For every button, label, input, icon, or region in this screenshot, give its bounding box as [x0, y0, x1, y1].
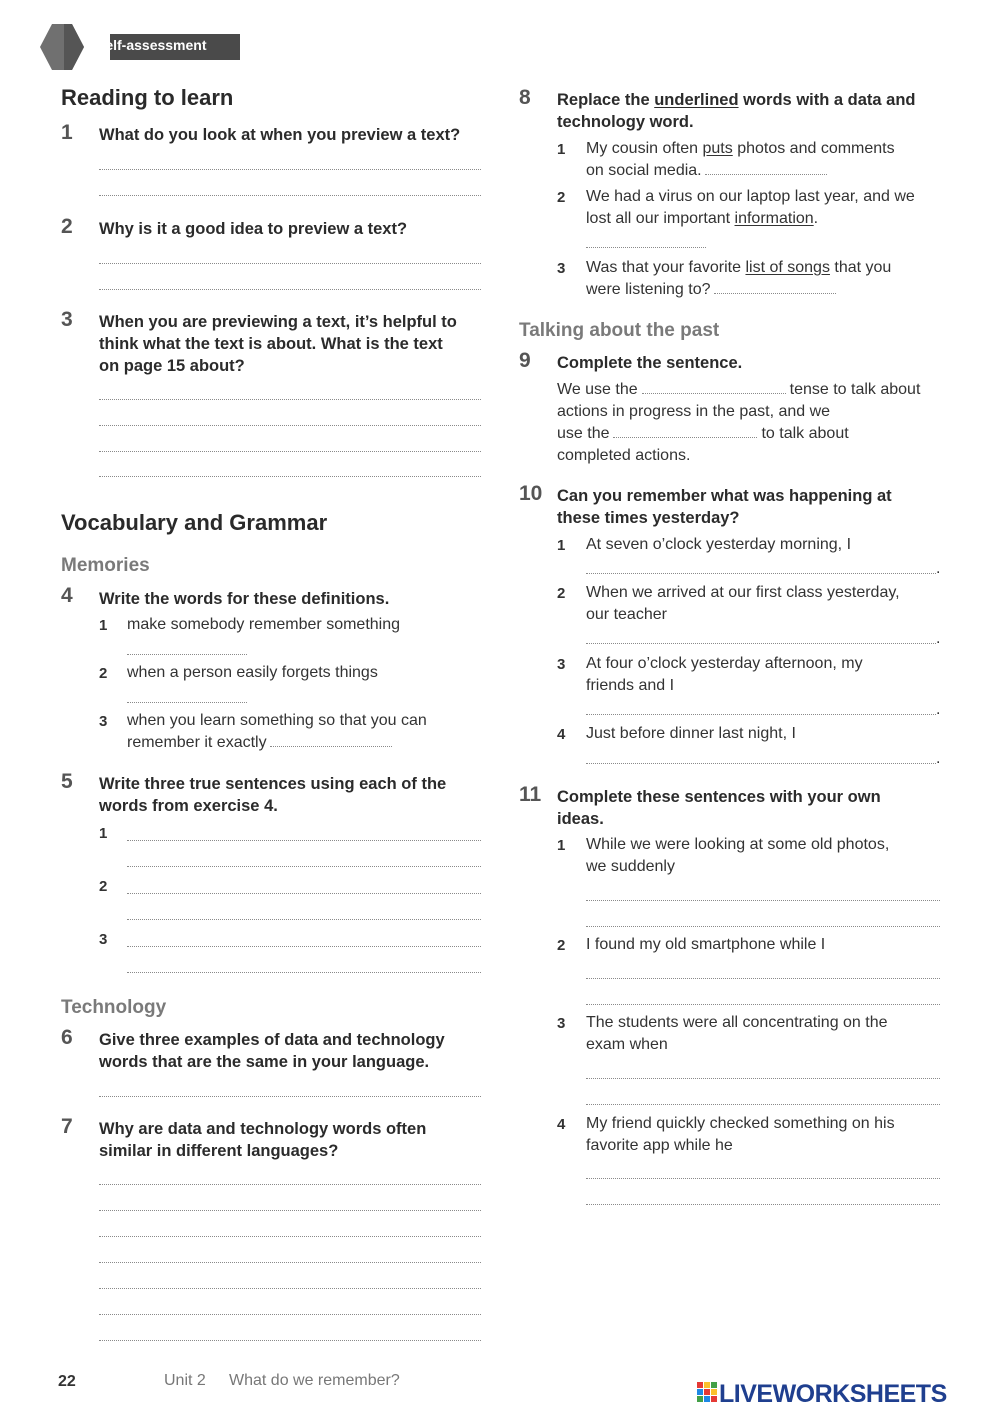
q9-part: to talk about — [761, 425, 849, 442]
q10-answer-line[interactable] — [586, 714, 936, 715]
q4-number: 4 — [61, 584, 73, 607]
q11-answer-line[interactable] — [586, 1104, 940, 1105]
q2-number: 2 — [61, 215, 73, 238]
q11-item-line: favorite app while he — [586, 1137, 733, 1154]
unit-label: Unit 2 — [164, 1372, 206, 1389]
q10-line: Can you remember what was happening at — [557, 487, 892, 505]
q8-number: 8 — [519, 86, 531, 109]
q10-item-line: our teacher — [586, 606, 667, 623]
q8-item-part: photos and comments — [732, 140, 895, 157]
q8-underlined-word: underlined — [654, 91, 739, 109]
q9-part: actions in progress in the past, and we — [557, 403, 831, 420]
q6-number: 6 — [61, 1026, 73, 1049]
q8-item-part: . — [813, 210, 819, 227]
q8-item-part: My cousin often — [586, 140, 703, 157]
q10-item-text: Just before dinner last night, I — [586, 725, 796, 742]
q1-answer-line[interactable] — [99, 169, 481, 170]
q9-text: Complete the sentence. — [557, 354, 743, 372]
q8-underlined-word: information — [734, 210, 814, 227]
q1-answer-line[interactable] — [99, 195, 481, 196]
q4-item-text: when a person easily forgets things — [127, 664, 378, 681]
q11-text — [557, 786, 881, 830]
q10-item-number: 2 — [557, 585, 566, 602]
q11-item-number: 1 — [557, 837, 566, 854]
q5-answer-line[interactable] — [127, 919, 481, 920]
q11-item-text — [586, 1012, 888, 1056]
q9-part: We use the — [557, 381, 638, 398]
q11-line: ideas. — [557, 810, 604, 828]
q5-line: words from exercise 4. — [99, 797, 278, 815]
q8-item-number: 1 — [557, 141, 566, 158]
q7-line: similar in different languages? — [99, 1142, 339, 1160]
q3-answer-line[interactable] — [99, 399, 481, 400]
q3-text — [99, 311, 457, 377]
q11-item-number: 3 — [557, 1015, 566, 1032]
heading-technology: Technology — [61, 997, 167, 1018]
q10-answer-line[interactable] — [586, 763, 936, 764]
q8-item-part: that you — [829, 259, 892, 276]
q7-answer-line[interactable] — [99, 1210, 481, 1211]
q10-answer-line[interactable] — [586, 573, 936, 574]
q10-answer-line[interactable] — [586, 643, 936, 644]
q11-item-number: 4 — [557, 1116, 566, 1133]
unit-title: What do we remember? — [229, 1372, 400, 1389]
q2-answer-line[interactable] — [99, 263, 481, 264]
q9-number: 9 — [519, 349, 531, 372]
heading-talking-past: Talking about the past — [519, 320, 720, 341]
q11-item-text: I found my old smartphone while I — [586, 936, 826, 953]
q7-answer-line[interactable] — [99, 1314, 481, 1315]
q10-item-text: At seven o’clock yesterday morning, I — [586, 536, 852, 553]
full-stop: . — [936, 630, 941, 647]
q11-answer-line[interactable] — [586, 900, 940, 901]
q8-item-number: 3 — [557, 260, 566, 277]
q7-answer-line[interactable] — [99, 1340, 481, 1341]
q8-text-part: words with a data and — [738, 91, 916, 109]
section-tab-label: Self-assessment — [96, 37, 207, 53]
q5-answer-line[interactable] — [127, 893, 481, 894]
q3-answer-line[interactable] — [99, 476, 481, 477]
q10-text — [557, 485, 892, 529]
q6-answer-line[interactable] — [99, 1096, 481, 1097]
q4-item-number: 1 — [99, 617, 108, 634]
q10-number: 10 — [519, 482, 543, 505]
q8-underlined-word: list of songs — [745, 259, 830, 276]
q11-item-line: The students were all concentrating on the — [586, 1014, 888, 1031]
q4-answer-line[interactable] — [270, 732, 392, 747]
heading-memories: Memories — [61, 555, 150, 576]
q2-text: Why is it a good idea to preview a text? — [99, 220, 408, 238]
q5-number: 5 — [61, 770, 73, 793]
q11-item-line: My friend quickly checked something on his — [586, 1115, 895, 1132]
q8-answer-line[interactable] — [586, 247, 706, 248]
q8-answer-line[interactable] — [714, 279, 836, 294]
q3-line: When you are previewing a text, it’s helpful to — [99, 313, 457, 331]
q9-sentence — [557, 379, 920, 467]
q8-text — [557, 89, 916, 133]
q7-answer-line[interactable] — [99, 1236, 481, 1237]
q4-item-text — [127, 710, 427, 754]
q8-item-text — [586, 138, 895, 182]
q8-line: technology word. — [557, 113, 694, 131]
q11-line: Complete these sentences with your own — [557, 788, 881, 806]
q3-answer-line[interactable] — [99, 451, 481, 452]
q7-text — [99, 1118, 426, 1162]
q11-item-line: we suddenly — [586, 858, 675, 875]
q5-answer-line[interactable] — [127, 972, 481, 973]
q8-text-part: Replace the — [557, 91, 655, 109]
q11-item-line: While we were looking at some old photos, — [586, 836, 890, 853]
liveworksheets-logo — [697, 1380, 997, 1410]
q7-number: 7 — [61, 1115, 73, 1138]
heading-vocab: Vocabulary and Grammar — [61, 510, 328, 535]
q8-item-part: on social media. — [586, 162, 702, 179]
q6-line: words that are the same in your language. — [99, 1053, 430, 1071]
q11-item-text — [586, 834, 889, 878]
q10-item-number: 1 — [557, 537, 566, 554]
q11-answer-line[interactable] — [586, 1178, 940, 1179]
q9-part: completed actions. — [557, 447, 691, 464]
q11-number: 11 — [519, 783, 542, 806]
q10-item-text — [586, 653, 863, 697]
q8-item-part: were listening to? — [586, 281, 711, 298]
q9-part: use the — [557, 425, 610, 442]
q10-item-line: friends and I — [586, 677, 675, 694]
q11-answer-line[interactable] — [586, 1004, 940, 1005]
q9-answer-line[interactable] — [613, 423, 757, 438]
q1-number: 1 — [61, 121, 73, 144]
q5-item-number: 3 — [99, 931, 108, 948]
q8-item-part: We had a virus on our laptop last year, and we — [586, 188, 915, 205]
q8-item-part: Was that your favorite — [586, 259, 746, 276]
q4-item-number: 2 — [99, 665, 108, 682]
liveworksheets-logo-icon — [697, 1382, 719, 1408]
full-stop: . — [936, 560, 941, 577]
q4-item-text: make somebody remember something — [127, 616, 401, 633]
q4-text: Write the words for these definitions. — [99, 590, 390, 608]
q5-text — [99, 773, 446, 817]
q8-answer-line[interactable] — [705, 160, 827, 175]
q5-item-number: 2 — [99, 878, 108, 895]
q11-answer-line[interactable] — [586, 1204, 940, 1205]
q6-text — [99, 1029, 445, 1073]
q3-line: think what the text is about. What is the text — [99, 335, 443, 353]
q8-item-text — [586, 186, 915, 230]
liveworksheets-brand: LIVEWORKSHEETS — [719, 1380, 947, 1408]
q2-answer-line[interactable] — [99, 289, 481, 290]
q10-item-line: When we arrived at our first class yesterday, — [586, 584, 900, 601]
q10-line: these times yesterday? — [557, 509, 740, 527]
q3-number: 3 — [61, 308, 73, 331]
q10-item-line: At four o’clock yesterday afternoon, my — [586, 655, 863, 672]
q9-answer-line[interactable] — [642, 379, 786, 394]
q5-line: Write three true sentences using each of the — [99, 775, 447, 793]
q8-item-text — [586, 257, 891, 301]
q5-item-number: 1 — [99, 825, 108, 842]
q8-underlined-word: puts — [702, 140, 733, 157]
heading-reading: Reading to learn — [61, 85, 234, 110]
q5-answer-line[interactable] — [127, 840, 481, 841]
q11-answer-line[interactable] — [586, 1078, 940, 1079]
q11-answer-line[interactable] — [586, 926, 940, 927]
q4-item-line: remember it exactly — [127, 734, 267, 751]
q11-item-line: exam when — [586, 1036, 668, 1053]
q8-item-part: lost all our important — [586, 210, 735, 227]
full-stop: . — [936, 750, 941, 767]
q11-item-text — [586, 1113, 895, 1157]
q10-item-number: 3 — [557, 656, 566, 673]
q1-text: What do you look at when you preview a text? — [99, 126, 461, 144]
q4-item-number: 3 — [99, 713, 108, 730]
q11-answer-line[interactable] — [586, 978, 940, 979]
page-number: 22 — [58, 1373, 76, 1390]
q3-answer-line[interactable] — [99, 425, 481, 426]
q10-item-number: 4 — [557, 726, 566, 743]
q3-line: on page 15 about? — [99, 357, 245, 375]
q5-answer-line[interactable] — [127, 946, 481, 947]
q5-answer-line[interactable] — [127, 866, 481, 867]
q4-item-line: when you learn something so that you can — [127, 712, 427, 729]
q7-answer-line[interactable] — [99, 1288, 481, 1289]
q7-line: Why are data and technology words often — [99, 1120, 427, 1138]
q10-item-text — [586, 582, 900, 626]
q7-answer-line[interactable] — [99, 1262, 481, 1263]
q4-answer-line[interactable] — [127, 654, 247, 655]
q9-part: tense to talk about — [789, 381, 921, 398]
q7-answer-line[interactable] — [99, 1184, 481, 1185]
q8-item-number: 2 — [557, 189, 566, 206]
section-tab — [40, 24, 240, 70]
q4-answer-line[interactable] — [127, 702, 247, 703]
q6-line: Give three examples of data and technology — [99, 1031, 445, 1049]
q11-item-number: 2 — [557, 937, 566, 954]
full-stop: . — [936, 701, 941, 718]
